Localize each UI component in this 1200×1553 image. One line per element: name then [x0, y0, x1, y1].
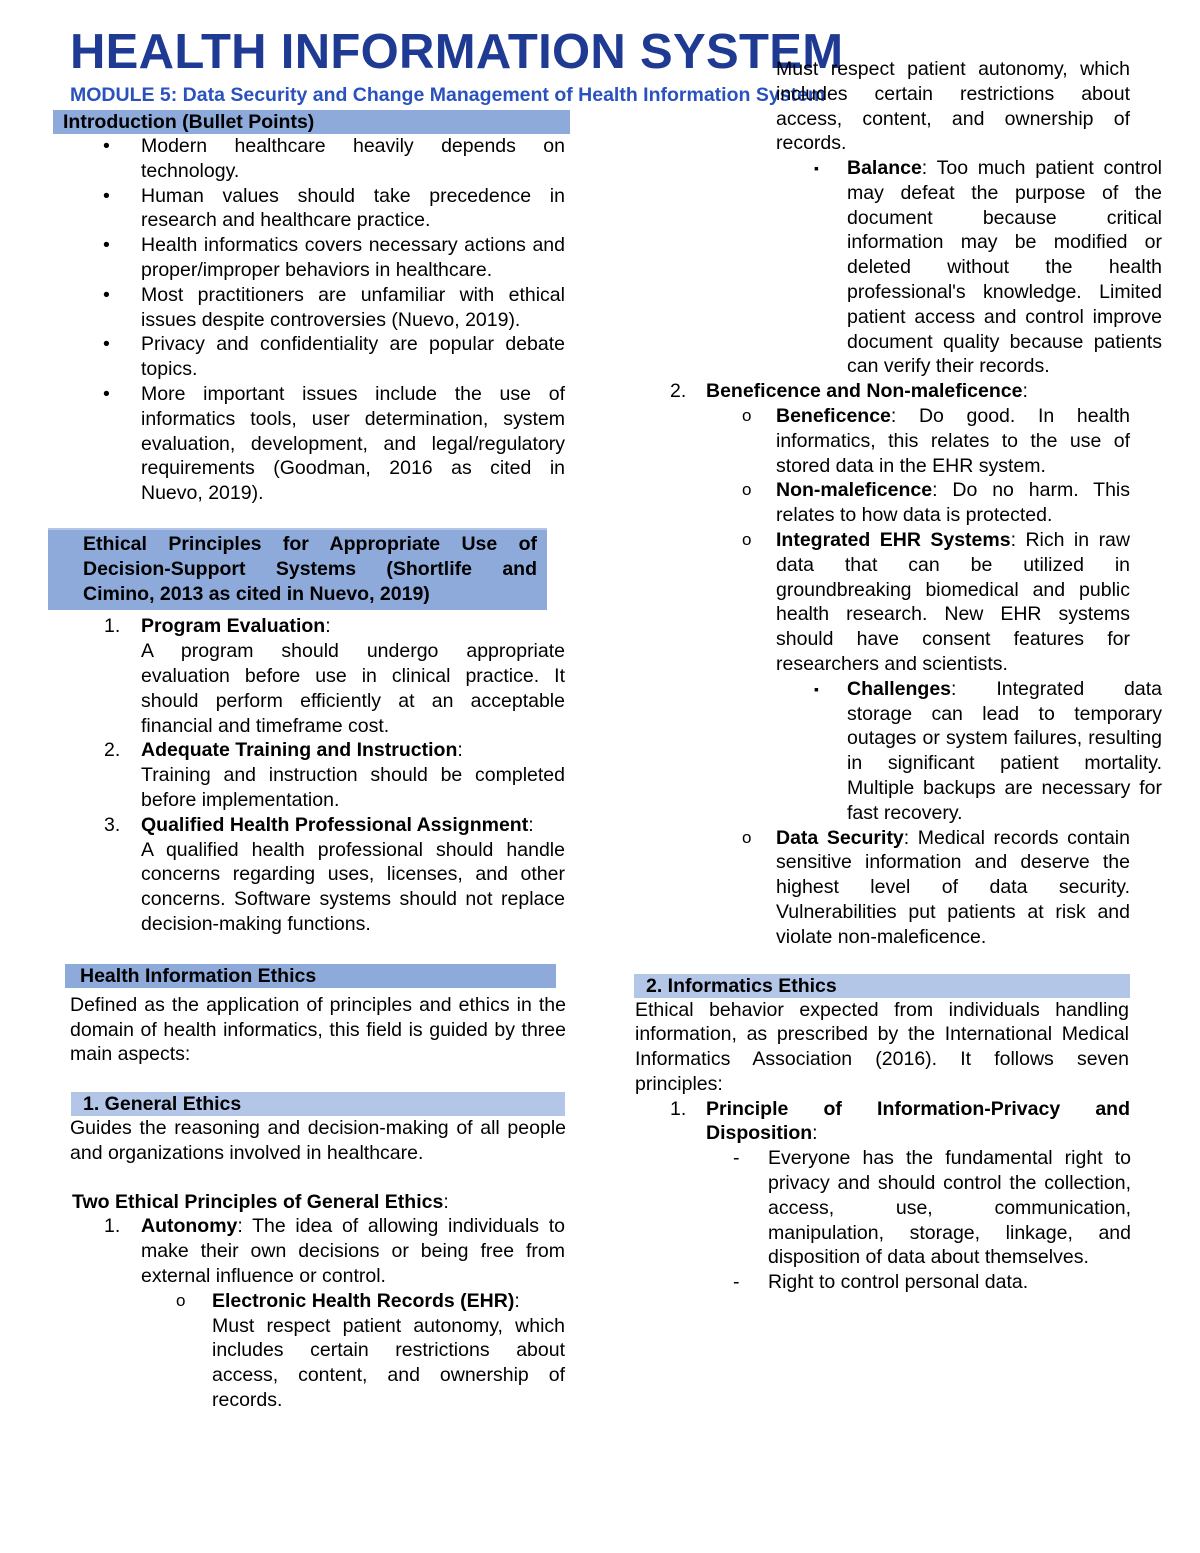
item-title: Challenges	[847, 677, 952, 700]
list-number: 2.	[104, 739, 121, 762]
list-number: 1.	[104, 615, 121, 638]
intro-header: Introduction (Bullet Points)	[53, 110, 570, 134]
list-item: 2. Adequate Training and Instruction: Training and instruction should be completed before implementation.	[104, 739, 565, 811]
item-body: A qualified health professional should handle concerns regarding uses, licenses, and other concerns. Software systems should not replace decision-making functions.	[141, 838, 565, 935]
square-bullet-icon: ▪	[814, 680, 819, 697]
item-title: Qualified Health Professional Assignment	[141, 813, 529, 836]
list-number: 2.	[670, 380, 687, 403]
document-title: HEALTH INFORMATION SYSTEM	[70, 25, 844, 79]
item-title: Electronic Health Records (EHR)	[212, 1289, 515, 1312]
general-ethics-text: Guides the reasoning and decision-making of all people and organizations involved in healthcare.	[70, 1117, 566, 1164]
circle-bullet-icon: o	[742, 405, 752, 425]
ehr-continuation	[776, 58, 1130, 156]
dash-bullet-icon: -	[733, 1271, 740, 1294]
beneficence-item: o Beneficence: Do good. In health informatics, this relates to the use of stored data in the EHR system.	[742, 404, 1130, 477]
ethical-principles-header: Ethical Principles for Appropriate Use of Decision-Support Systems (Shortlife and Cimino, 2013 as cited in Nuevo, 2019)	[48, 528, 547, 610]
item-title: Autonomy	[141, 1215, 238, 1238]
item-title: Data Security	[776, 826, 904, 849]
principle-item: 1. Principle of Information-Privacy and Disposition:	[670, 1097, 1130, 1145]
beneficence-heading: 2. Beneficence and Non-maleficence:	[670, 380, 1028, 403]
item-title: Beneficence	[776, 404, 891, 427]
list-item: • Most practitioners are unfamiliar with ethical issues despite controversies (Nuevo, 2019).	[103, 283, 565, 331]
item-title: Non-maleficence	[776, 479, 933, 502]
informatics-ethics-text: Ethical behavior expected from individuals handling information, as prescribed by the International Medical Informatics Association (2016). It follows seven principles:	[635, 998, 1129, 1095]
bullet-icon: •	[103, 333, 110, 356]
informatics-ethics-header: 2. Informatics Ethics	[634, 974, 1130, 998]
item-title: Integrated EHR Systems	[776, 528, 1011, 551]
list-item: - Right to control personal data.	[733, 1271, 1029, 1294]
list-number: 3.	[104, 813, 121, 836]
bullet-icon: •	[103, 382, 110, 405]
right-column	[632, 58, 1162, 1295]
list-item: 3. Qualified Health Professional Assignment: A qualified health professional should handle concerns regarding uses, licenses, and other concerns. Software systems should not replace decision-making functions.	[104, 813, 565, 935]
item-body: Training and instruction should be completed before implementation.	[141, 764, 565, 811]
item-body: A program should undergo appropriate evaluation before use in clinical practice. It should perform efficiently at an acceptable financial and timeframe cost.	[141, 640, 565, 737]
hie-header: Health Information Ethics	[65, 964, 556, 988]
dash-bullet-icon: -	[733, 1147, 740, 1170]
general-ethics-header: 1. General Ethics	[71, 1092, 565, 1116]
list-number: 1.	[670, 1097, 687, 1120]
bullet-icon: •	[103, 283, 110, 306]
list-number: 1.	[104, 1215, 121, 1238]
hie-text: Defined as the application of principles and ethics in the domain of health informatics, this field is guided by three main aspects:	[70, 993, 566, 1066]
bullet-icon: •	[103, 234, 110, 257]
bullet-icon: •	[103, 184, 110, 207]
list-item: - Everyone has the fundamental right to privacy and should control the collection, access, use, communication, manipulation, storage, linkage, and disposition of data about themselves.	[733, 1147, 1131, 1269]
integrated-ehr-item: o Integrated EHR Systems: Rich in raw data that can be utilized in groundbreaking biomedical and public health research. New EHR systems should have consent features for researchers and scientists.	[742, 528, 1130, 675]
circle-bullet-icon: o	[742, 480, 752, 500]
ethical-principles-list	[104, 614, 565, 936]
circle-bullet-icon: o	[176, 1290, 186, 1310]
balance-item: ▪ Balance: Too much patient control may defeat the purpose of the document because critical information may be modified or deleted without the health professional's knowledge. Limited patient access and control improve document quality because patients can verify their records.	[814, 157, 1162, 378]
general-ethics-subhead: Two Ethical Principles of General Ethics:	[72, 1190, 449, 1213]
intro-bullet-list	[103, 134, 565, 506]
list-item: • Health informatics covers necessary actions and proper/improper behaviors in healthcare.	[103, 234, 565, 281]
item-title: Program Evaluation	[141, 615, 326, 638]
challenges-item: ▪ Challenges: Integrated data storage can lead to temporary outages or system failures, resulting in significant patient mortality. Multiple backups are necessary for fast recovery.	[814, 677, 1162, 824]
circle-bullet-icon: o	[742, 529, 752, 549]
bullet-icon: •	[103, 135, 110, 157]
left-column	[48, 110, 568, 1413]
item-title: Principle of Information-Privacy and Disposition	[706, 1097, 1130, 1145]
ehr-continuation-text: Must respect patient autonomy, which includes certain restrictions about access, content, and ownership of records.	[776, 58, 1130, 155]
document-subtitle: MODULE 5: Data Security and Change Management of Health Information System	[70, 84, 826, 106]
list-item: • Human values should take precedence in research and healthcare practice.	[103, 184, 565, 232]
item-title: Balance	[847, 157, 922, 179]
list-item: • More important issues include the use of informatics tools, user determination, system evaluation, development, and legal/regulatory requirements (Goodman, 2016 as cited in Nuevo, 2019).	[103, 382, 565, 505]
list-item: • Modern healthcare heavily depends on technology.	[103, 135, 565, 182]
data-security-item: o Data Security: Medical records contain sensitive information and deserve the highest level of data security. Vulnerabilities put patients at risk and violate non-maleficence.	[742, 826, 1130, 948]
autonomy-item: 1. Autonomy: The idea of allowing individuals to make their own decisions or being free from external influence or control.	[104, 1215, 565, 1288]
circle-bullet-icon: o	[742, 827, 752, 847]
list-item: 1. Program Evaluation: A program should undergo appropriate evaluation before use in clinical practice. It should perform efficiently at an acceptable financial and timeframe cost.	[104, 615, 565, 737]
list-item: • Privacy and confidentiality are popular debate topics.	[103, 333, 565, 381]
item-title: Beneficence and Non-maleficence	[706, 380, 1023, 403]
item-title: Adequate Training and Instruction	[141, 739, 458, 762]
non-maleficence-item: o Non-maleficence: Do no harm. This relates to how data is protected.	[742, 479, 1130, 527]
square-bullet-icon: ▪	[814, 160, 819, 176]
ehr-item: o Electronic Health Records (EHR): Must respect patient autonomy, which includes certain restrictions about access, content, and ownership of records.	[176, 1289, 565, 1412]
